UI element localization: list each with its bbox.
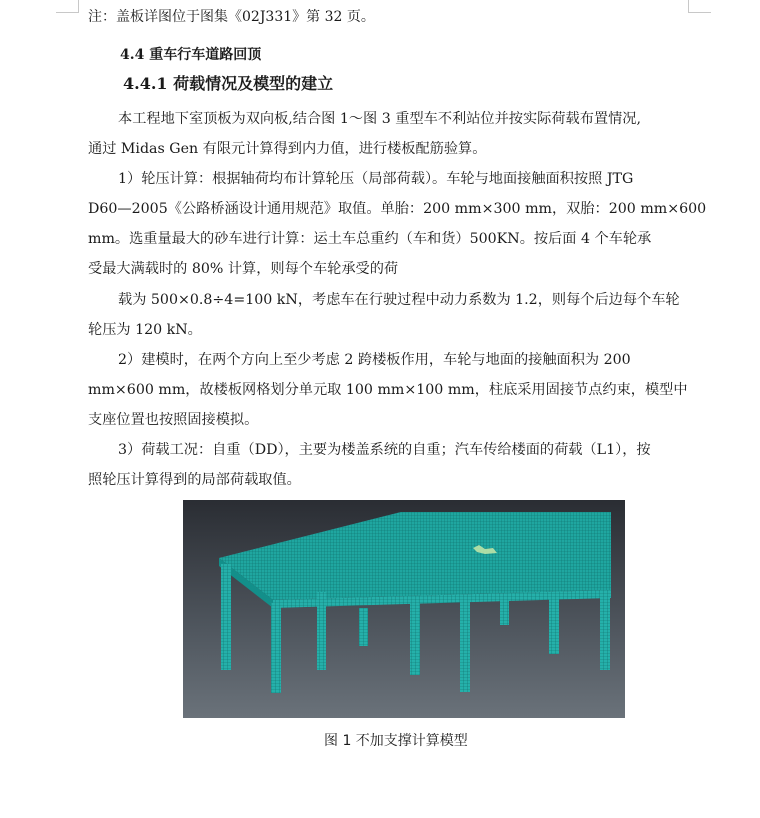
paragraph-line: mm。选重量最大的砂车进行计算：运土车总重约（车和货）500KN。按后面 4 个车轮承 bbox=[88, 231, 652, 247]
paragraph-line: 支座位置也按照固接模拟。 bbox=[88, 412, 259, 428]
paragraph-line: 本工程地下室顶板为双向板,结合图 1～图 3 重型车不利站位并按实际荷载布置情况, bbox=[118, 111, 641, 127]
figure-caption: 图 1 不加支撑计算模型 bbox=[324, 733, 468, 749]
column bbox=[460, 600, 470, 692]
paragraph-line: 2）建模时，在两个方向上至少考虑 2 跨楼板作用，车轮与地面的接触面积为 200 bbox=[118, 352, 631, 368]
page-corner-mark-left bbox=[56, 0, 79, 13]
column bbox=[221, 564, 231, 670]
column bbox=[317, 592, 326, 670]
column bbox=[549, 598, 559, 654]
paragraph-line: 受最大满载时的 80% 计算，则每个车轮承受的荷 bbox=[88, 261, 399, 277]
column bbox=[410, 603, 420, 675]
paragraph-line: 照轮压计算得到的局部荷载取值。 bbox=[88, 472, 301, 488]
column bbox=[359, 608, 368, 646]
section-heading: 4.4 重车行车道路回顶 bbox=[120, 47, 262, 63]
column bbox=[271, 603, 281, 693]
column bbox=[600, 590, 610, 670]
paragraph-line: mm×600 mm，故楼板网格划分单元取 100 mm×100 mm，柱底采用固接节点约束，模型中 bbox=[88, 382, 688, 398]
page-corner-mark-right bbox=[688, 0, 711, 13]
subsection-heading: 4.4.1 荷载情况及模型的建立 bbox=[123, 74, 334, 93]
paragraph-line: 轮压为 120 kN。 bbox=[88, 322, 202, 338]
paragraph-line: 载为 500×0.8÷4=100 kN，考虑车在行驶过程中动力系数为 1.2，则每个后边每个车轮 bbox=[118, 292, 680, 308]
fem-model-drawing bbox=[183, 500, 625, 718]
slab-top bbox=[219, 512, 611, 600]
paragraph-line: 通过 Midas Gen 有限元计算得到内力值，进行楼板配筋验算。 bbox=[88, 141, 487, 157]
paragraph-line: 3）荷载工况：自重（DD），主要为楼盖系统的自重；汽车传给楼面的荷载（L1），按 bbox=[118, 442, 651, 458]
fem-model-figure bbox=[183, 500, 625, 718]
paragraph-line: 1）轮压计算：根据轴荷均布计算轮压（局部荷载）。车轮与地面接触面积按照 JTG bbox=[118, 171, 634, 187]
note-line: 注：盖板详图位于图集《02J331》第 32 页。 bbox=[88, 9, 375, 25]
paragraph-line: D60—2005《公路桥涵设计通用规范》取值。单胎：200 mm×300 mm，双胎：200 mm×600 bbox=[88, 201, 707, 217]
